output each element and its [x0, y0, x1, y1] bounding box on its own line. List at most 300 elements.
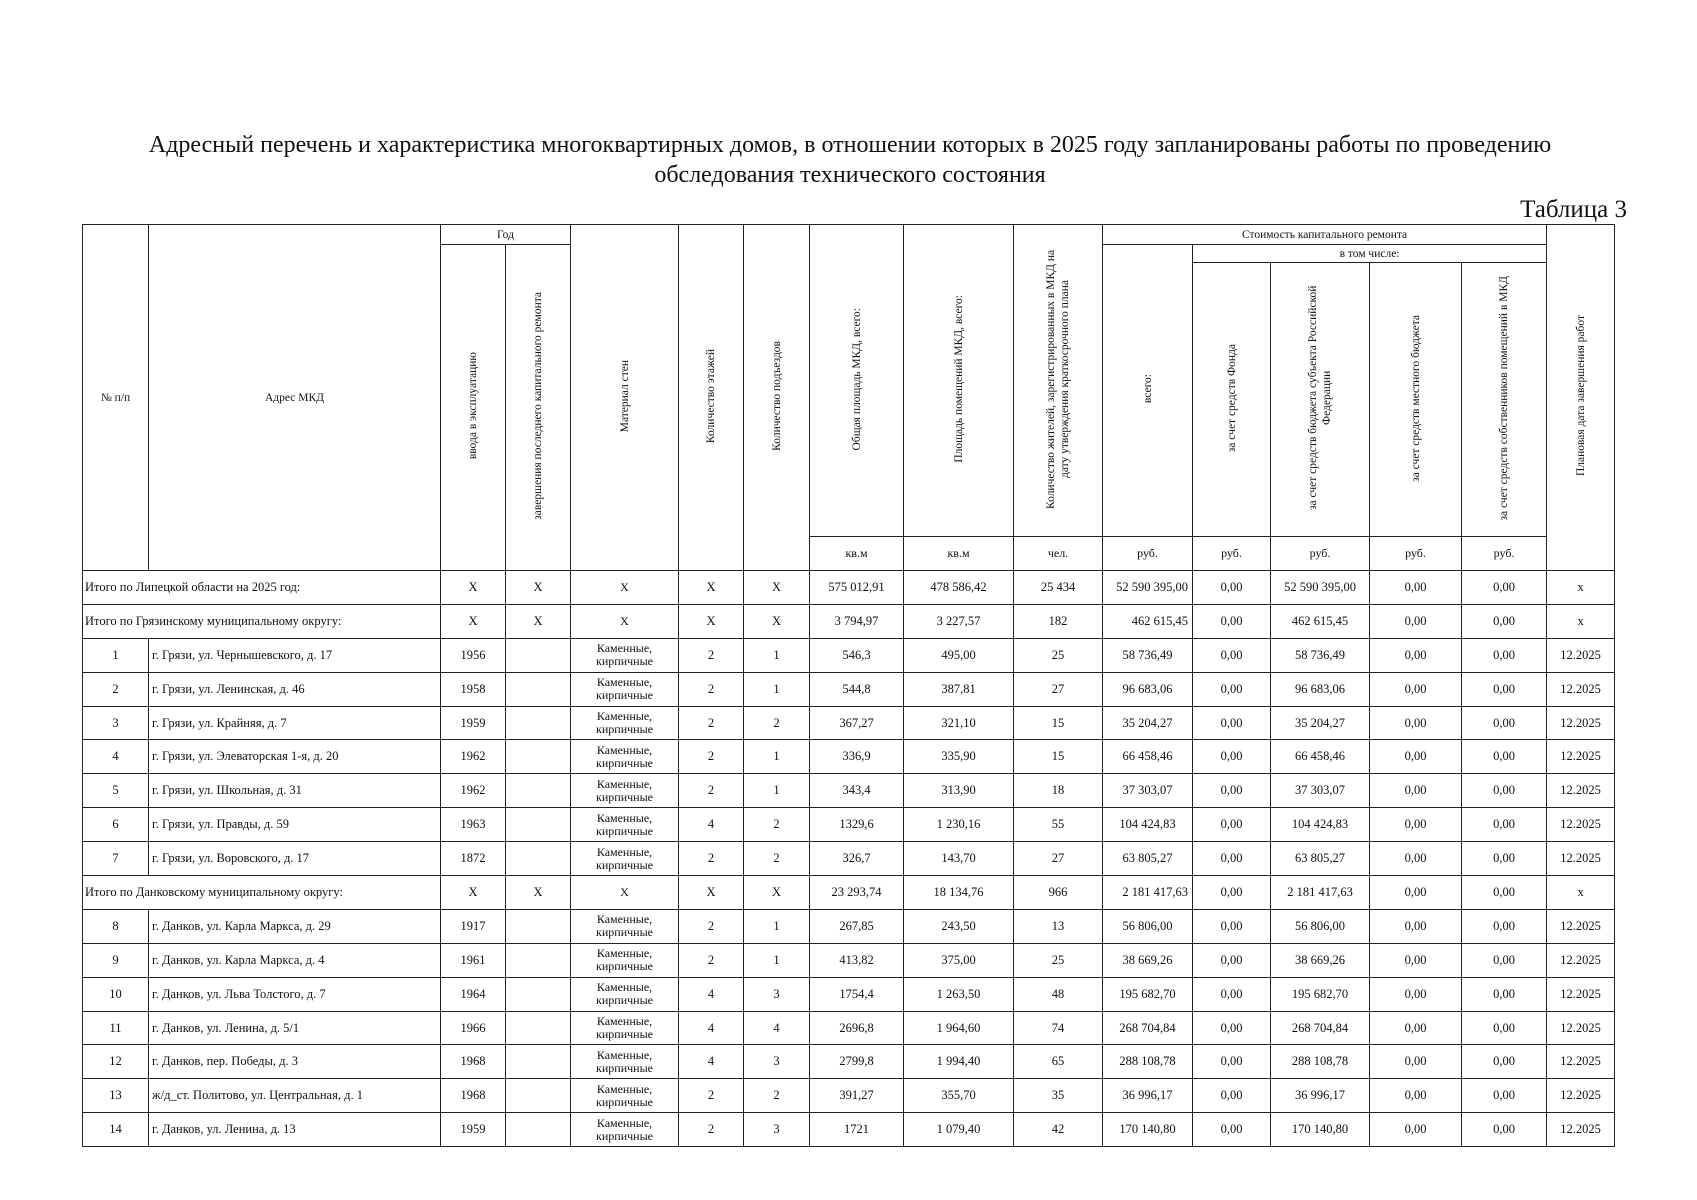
cell-regional: 2 181 417,63 — [1271, 876, 1370, 910]
cell-year-built: 1966 — [441, 1011, 506, 1045]
cell-address: г. Грязи, ул. Правды, д. 59 — [149, 808, 441, 842]
cell-total-area: 413,82 — [810, 943, 904, 977]
cell-fund: 0,00 — [1193, 706, 1271, 740]
cell-premises-area: 143,70 — [904, 842, 1014, 876]
cell-fund: 0,00 — [1193, 672, 1271, 706]
cell-premises-area: 375,00 — [904, 943, 1014, 977]
cell-address: г. Данков, ул. Ленина, д. 13 — [149, 1113, 441, 1147]
cell-owners: 0,00 — [1462, 977, 1547, 1011]
cell-local: 0,00 — [1370, 1045, 1462, 1079]
cell-owners: 0,00 — [1462, 638, 1547, 672]
cell-regional: 66 458,46 — [1271, 740, 1370, 774]
cell-walls: Каменные, кирпичные — [571, 943, 679, 977]
cell-address: г. Грязи, ул. Элеваторская 1-я, д. 20 — [149, 740, 441, 774]
cell-fund: 0,00 — [1193, 943, 1271, 977]
cell-label: Итого по Грязинскому муниципальному округу: — [83, 604, 441, 638]
cell-floors: 4 — [679, 977, 744, 1011]
table-label: Таблица 3 — [1520, 196, 1627, 223]
cell-owners: 0,00 — [1462, 842, 1547, 876]
cell-year-built: 1968 — [441, 1045, 506, 1079]
cell-walls: Каменные, кирпичные — [571, 808, 679, 842]
cell-year-repair — [506, 740, 571, 774]
cell-regional: 36 996,17 — [1271, 1079, 1370, 1113]
cell-year-repair — [506, 706, 571, 740]
cell-year-built: X — [441, 604, 506, 638]
cell-total-area: 23 293,74 — [810, 876, 904, 910]
cell-floors: X — [679, 571, 744, 605]
cell-entrances: 1 — [744, 638, 810, 672]
cell-date: 12.2025 — [1547, 943, 1615, 977]
unit-total-area: кв.м — [810, 537, 904, 571]
cell-num: 8 — [83, 909, 149, 943]
cell-local: 0,00 — [1370, 842, 1462, 876]
cell-local: 0,00 — [1370, 638, 1462, 672]
cell-year-built: 1917 — [441, 909, 506, 943]
cell-num: 11 — [83, 1011, 149, 1045]
cell-residents: 65 — [1014, 1045, 1103, 1079]
cell-walls: Каменные, кирпичные — [571, 842, 679, 876]
cell-fund: 0,00 — [1193, 842, 1271, 876]
cell-floors: 4 — [679, 808, 744, 842]
cell-entrances: X — [744, 604, 810, 638]
cell-date: 12.2025 — [1547, 977, 1615, 1011]
cell-year-repair — [506, 943, 571, 977]
cell-fund: 0,00 — [1193, 774, 1271, 808]
cell-num: 13 — [83, 1079, 149, 1113]
cell-fund: 0,00 — [1193, 1011, 1271, 1045]
cell-walls: Каменные, кирпичные — [571, 909, 679, 943]
cell-regional: 288 108,78 — [1271, 1045, 1370, 1079]
table-row — [83, 808, 1615, 842]
cell-fund: 0,00 — [1193, 571, 1271, 605]
cell-entrances: X — [744, 571, 810, 605]
table-row — [83, 672, 1615, 706]
cell-local: 0,00 — [1370, 706, 1462, 740]
cell-address: г. Грязи, ул. Чернышевского, д. 17 — [149, 638, 441, 672]
table-row — [83, 909, 1615, 943]
cell-premises-area: 1 964,60 — [904, 1011, 1014, 1045]
cell-entrances: 3 — [744, 977, 810, 1011]
cell-total-area: 391,27 — [810, 1079, 904, 1113]
table-row — [83, 1011, 1615, 1045]
cell-year-built: 1872 — [441, 842, 506, 876]
cell-total-area: 544,8 — [810, 672, 904, 706]
cell-walls: Каменные, кирпичные — [571, 1045, 679, 1079]
cell-entrances: 2 — [744, 1079, 810, 1113]
cell-walls: Каменные, кирпичные — [571, 1079, 679, 1113]
cell-floors: 2 — [679, 842, 744, 876]
cell-premises-area: 3 227,57 — [904, 604, 1014, 638]
cell-num: 9 — [83, 943, 149, 977]
cell-regional: 38 669,26 — [1271, 943, 1370, 977]
cell-residents: 15 — [1014, 740, 1103, 774]
table-row — [83, 706, 1615, 740]
cell-year-repair: X — [506, 571, 571, 605]
cell-year-built: 1961 — [441, 943, 506, 977]
cell-residents: 27 — [1014, 842, 1103, 876]
cell-owners: 0,00 — [1462, 1079, 1547, 1113]
cell-date: 12.2025 — [1547, 740, 1615, 774]
cell-entrances: 1 — [744, 774, 810, 808]
cell-local: 0,00 — [1370, 808, 1462, 842]
cell-entrances: 2 — [744, 706, 810, 740]
cell-cost-total: 37 303,07 — [1103, 774, 1193, 808]
cell-address: г. Грязи, ул. Крайняя, д. 7 — [149, 706, 441, 740]
cell-cost-total: 66 458,46 — [1103, 740, 1193, 774]
cell-residents: 25 — [1014, 943, 1103, 977]
cell-total-area: 267,85 — [810, 909, 904, 943]
cell-fund: 0,00 — [1193, 876, 1271, 910]
cell-address: г. Данков, пер. Победы, д. 3 — [149, 1045, 441, 1079]
cell-date: 12.2025 — [1547, 1079, 1615, 1113]
cell-residents: 182 — [1014, 604, 1103, 638]
cell-total-area: 2696,8 — [810, 1011, 904, 1045]
cell-owners: 0,00 — [1462, 604, 1547, 638]
cell-year-built: 1958 — [441, 672, 506, 706]
cell-floors: 2 — [679, 943, 744, 977]
cell-fund: 0,00 — [1193, 604, 1271, 638]
cell-date: 12.2025 — [1547, 672, 1615, 706]
cell-total-area: 575 012,91 — [810, 571, 904, 605]
cell-date: 12.2025 — [1547, 842, 1615, 876]
cell-label: Итого по Липецкой области на 2025 год: — [83, 571, 441, 605]
cell-residents: 48 — [1014, 977, 1103, 1011]
cell-premises-area: 1 079,40 — [904, 1113, 1014, 1147]
cell-num: 6 — [83, 808, 149, 842]
cell-regional: 52 590 395,00 — [1271, 571, 1370, 605]
header-premises-area: Площадь помещений МКД, всего: — [904, 225, 1014, 537]
cell-regional: 35 204,27 — [1271, 706, 1370, 740]
cell-local: 0,00 — [1370, 774, 1462, 808]
cell-floors: 4 — [679, 1045, 744, 1079]
cell-fund: 0,00 — [1193, 909, 1271, 943]
cell-premises-area: 1 230,16 — [904, 808, 1014, 842]
cell-fund: 0,00 — [1193, 1079, 1271, 1113]
cell-residents: 42 — [1014, 1113, 1103, 1147]
cell-year-repair — [506, 1011, 571, 1045]
total-row — [83, 604, 1615, 638]
cell-year-repair — [506, 1045, 571, 1079]
cell-year-repair — [506, 1079, 571, 1113]
unit-cost-total: руб. — [1103, 537, 1193, 571]
cell-address: г. Данков, ул. Ленина, д. 5/1 — [149, 1011, 441, 1045]
cell-num: 12 — [83, 1045, 149, 1079]
unit-fund: руб. — [1193, 537, 1271, 571]
cell-residents: 15 — [1014, 706, 1103, 740]
cell-total-area: 326,7 — [810, 842, 904, 876]
cell-total-area: 2799,8 — [810, 1045, 904, 1079]
cell-regional: 37 303,07 — [1271, 774, 1370, 808]
cell-owners: 0,00 — [1462, 672, 1547, 706]
cell-residents: 35 — [1014, 1079, 1103, 1113]
cell-residents: 13 — [1014, 909, 1103, 943]
cell-date: х — [1547, 876, 1615, 910]
cell-owners: 0,00 — [1462, 571, 1547, 605]
cell-residents: 55 — [1014, 808, 1103, 842]
cell-premises-area: 313,90 — [904, 774, 1014, 808]
cell-residents: 18 — [1014, 774, 1103, 808]
header-cost-total: всего: — [1103, 245, 1193, 537]
unit-local: руб. — [1370, 537, 1462, 571]
cell-year-repair — [506, 672, 571, 706]
cell-walls: X — [571, 604, 679, 638]
cell-local: 0,00 — [1370, 1079, 1462, 1113]
table-row — [83, 1113, 1615, 1147]
cell-local: 0,00 — [1370, 571, 1462, 605]
cell-year-built: 1962 — [441, 740, 506, 774]
cell-local: 0,00 — [1370, 604, 1462, 638]
cell-total-area: 343,4 — [810, 774, 904, 808]
cell-year-built: 1956 — [441, 638, 506, 672]
header-owners: за счет средств собственников помещений в МКД — [1462, 263, 1547, 537]
header-year-repair: завершения последнего капитального ремонта — [506, 245, 571, 571]
cell-address: ж/д_ст. Политово, ул. Центральная, д. 1 — [149, 1079, 441, 1113]
cell-cost-total: 38 669,26 — [1103, 943, 1193, 977]
cell-floors: 2 — [679, 1113, 744, 1147]
cell-year-repair — [506, 1113, 571, 1147]
cell-walls: X — [571, 571, 679, 605]
cell-num: 1 — [83, 638, 149, 672]
unit-owners: руб. — [1462, 537, 1547, 571]
cell-total-area: 1754,4 — [810, 977, 904, 1011]
cell-num: 10 — [83, 977, 149, 1011]
cell-entrances: 3 — [744, 1045, 810, 1079]
cell-entrances: 4 — [744, 1011, 810, 1045]
cell-date: 12.2025 — [1547, 1011, 1615, 1045]
cell-floors: 2 — [679, 706, 744, 740]
cell-premises-area: 243,50 — [904, 909, 1014, 943]
cell-cost-total: 56 806,00 — [1103, 909, 1193, 943]
cell-total-area: 546,3 — [810, 638, 904, 672]
cell-walls: Каменные, кирпичные — [571, 706, 679, 740]
cell-address: г. Грязи, ул. Воровского, д. 17 — [149, 842, 441, 876]
cell-total-area: 1329,6 — [810, 808, 904, 842]
cell-walls: Каменные, кирпичные — [571, 1113, 679, 1147]
cell-year-built: 1963 — [441, 808, 506, 842]
cell-walls: Каменные, кирпичные — [571, 740, 679, 774]
cell-fund: 0,00 — [1193, 638, 1271, 672]
cell-residents: 27 — [1014, 672, 1103, 706]
cell-owners: 0,00 — [1462, 1011, 1547, 1045]
cell-local: 0,00 — [1370, 740, 1462, 774]
cell-residents: 25 434 — [1014, 571, 1103, 605]
unit-residents: чел. — [1014, 537, 1103, 571]
header-walls: Материал стен — [571, 225, 679, 571]
cell-num: 4 — [83, 740, 149, 774]
unit-premises-area: кв.м — [904, 537, 1014, 571]
table-row — [83, 1045, 1615, 1079]
cell-date: х — [1547, 571, 1615, 605]
cell-date: 12.2025 — [1547, 638, 1615, 672]
cell-floors: X — [679, 604, 744, 638]
cell-address: г. Данков, ул. Карла Маркса, д. 4 — [149, 943, 441, 977]
cell-entrances: 1 — [744, 909, 810, 943]
cell-floors: 4 — [679, 1011, 744, 1045]
header-regional: за счет средств бюджета субъекта Российской Федерации — [1271, 263, 1370, 537]
cell-total-area: 367,27 — [810, 706, 904, 740]
table-row — [83, 740, 1615, 774]
table-row — [83, 638, 1615, 672]
cell-cost-total: 288 108,78 — [1103, 1045, 1193, 1079]
cell-owners: 0,00 — [1462, 1045, 1547, 1079]
table-row — [83, 1079, 1615, 1113]
document-title: Адресный перечень и характеристика многоквартирных домов, в отношении которых в 2025 году запланированы работы по проведению обследования технического состояния — [148, 132, 1552, 188]
cell-walls: X — [571, 876, 679, 910]
cell-year-repair — [506, 842, 571, 876]
cell-num: 7 — [83, 842, 149, 876]
cell-date: х — [1547, 604, 1615, 638]
cell-year-built: 1962 — [441, 774, 506, 808]
cell-floors: 2 — [679, 638, 744, 672]
houses-table — [82, 224, 1615, 1147]
cell-local: 0,00 — [1370, 1011, 1462, 1045]
cell-num: 5 — [83, 774, 149, 808]
cell-fund: 0,00 — [1193, 808, 1271, 842]
cell-floors: 2 — [679, 1079, 744, 1113]
cell-cost-total: 170 140,80 — [1103, 1113, 1193, 1147]
cell-premises-area: 1 994,40 — [904, 1045, 1014, 1079]
cell-regional: 268 704,84 — [1271, 1011, 1370, 1045]
cell-entrances: 2 — [744, 842, 810, 876]
header-planned-date: Плановая дата завершения работ — [1547, 225, 1615, 571]
cell-owners: 0,00 — [1462, 943, 1547, 977]
cell-year-repair: X — [506, 876, 571, 910]
cell-year-built: 1964 — [441, 977, 506, 1011]
header-year-group: Год — [441, 225, 571, 245]
table-row — [83, 977, 1615, 1011]
cell-local: 0,00 — [1370, 672, 1462, 706]
cell-cost-total: 35 204,27 — [1103, 706, 1193, 740]
cell-owners: 0,00 — [1462, 1113, 1547, 1147]
cell-address: г. Грязи, ул. Школьная, д. 31 — [149, 774, 441, 808]
cell-year-built: X — [441, 876, 506, 910]
cell-total-area: 3 794,97 — [810, 604, 904, 638]
cell-floors: 2 — [679, 672, 744, 706]
table-row — [83, 842, 1615, 876]
cell-num: 3 — [83, 706, 149, 740]
cell-owners: 0,00 — [1462, 909, 1547, 943]
cell-label: Итого по Данковскому муниципальному округу: — [83, 876, 441, 910]
header-floors: Количество этажей — [679, 225, 744, 571]
cell-year-built: 1968 — [441, 1079, 506, 1113]
cell-regional: 96 683,06 — [1271, 672, 1370, 706]
cell-year-built: X — [441, 571, 506, 605]
cell-owners: 0,00 — [1462, 774, 1547, 808]
total-row — [83, 571, 1615, 605]
header-total-area: Общая площадь МКД, всего: — [810, 225, 904, 537]
cell-premises-area: 321,10 — [904, 706, 1014, 740]
header-incl: в том числе: — [1193, 245, 1547, 263]
header-num: № п/п — [83, 225, 149, 571]
cell-regional: 58 736,49 — [1271, 638, 1370, 672]
cell-year-built: 1959 — [441, 1113, 506, 1147]
cell-walls: Каменные, кирпичные — [571, 1011, 679, 1045]
cell-year-repair — [506, 977, 571, 1011]
cell-year-repair — [506, 774, 571, 808]
cell-year-repair — [506, 638, 571, 672]
cell-entrances: 2 — [744, 808, 810, 842]
cell-residents: 25 — [1014, 638, 1103, 672]
cell-date: 12.2025 — [1547, 706, 1615, 740]
cell-date: 12.2025 — [1547, 1045, 1615, 1079]
cell-entrances: X — [744, 876, 810, 910]
cell-cost-total: 462 615,45 — [1103, 604, 1193, 638]
cell-year-repair: X — [506, 604, 571, 638]
cell-owners: 0,00 — [1462, 808, 1547, 842]
cell-date: 12.2025 — [1547, 774, 1615, 808]
cell-cost-total: 52 590 395,00 — [1103, 571, 1193, 605]
cell-floors: X — [679, 876, 744, 910]
cell-entrances: 1 — [744, 740, 810, 774]
cell-cost-total: 104 424,83 — [1103, 808, 1193, 842]
cell-cost-total: 195 682,70 — [1103, 977, 1193, 1011]
cell-walls: Каменные, кирпичные — [571, 774, 679, 808]
cell-date: 12.2025 — [1547, 808, 1615, 842]
cell-premises-area: 355,70 — [904, 1079, 1014, 1113]
cell-num: 2 — [83, 672, 149, 706]
header-entrances: Количество подъездов — [744, 225, 810, 571]
header-local: за счет средств местного бюджета — [1370, 263, 1462, 537]
cell-regional: 63 805,27 — [1271, 842, 1370, 876]
cell-cost-total: 268 704,84 — [1103, 1011, 1193, 1045]
cell-cost-total: 96 683,06 — [1103, 672, 1193, 706]
cell-entrances: 3 — [744, 1113, 810, 1147]
cell-local: 0,00 — [1370, 909, 1462, 943]
cell-regional: 195 682,70 — [1271, 977, 1370, 1011]
cell-regional: 170 140,80 — [1271, 1113, 1370, 1147]
cell-premises-area: 387,81 — [904, 672, 1014, 706]
cell-year-repair — [506, 808, 571, 842]
cell-address: г. Данков, ул. Льва Толстого, д. 7 — [149, 977, 441, 1011]
cell-fund: 0,00 — [1193, 1045, 1271, 1079]
cell-premises-area: 335,90 — [904, 740, 1014, 774]
cell-floors: 2 — [679, 909, 744, 943]
cell-owners: 0,00 — [1462, 876, 1547, 910]
cell-address: г. Данков, ул. Карла Маркса, д. 29 — [149, 909, 441, 943]
cell-walls: Каменные, кирпичные — [571, 672, 679, 706]
cell-residents: 74 — [1014, 1011, 1103, 1045]
cell-total-area: 1721 — [810, 1113, 904, 1147]
cell-address: г. Грязи, ул. Ленинская, д. 46 — [149, 672, 441, 706]
cell-entrances: 1 — [744, 672, 810, 706]
header-residents: Количество жителей, зарегистрированных в МКД на дату утверждения краткосрочного плана — [1014, 225, 1103, 537]
unit-regional: руб. — [1271, 537, 1370, 571]
table-row — [83, 774, 1615, 808]
header-address: Адрес МКД — [149, 225, 441, 571]
cell-premises-area: 1 263,50 — [904, 977, 1014, 1011]
cell-residents: 966 — [1014, 876, 1103, 910]
cell-owners: 0,00 — [1462, 706, 1547, 740]
cell-cost-total: 63 805,27 — [1103, 842, 1193, 876]
cell-fund: 0,00 — [1193, 740, 1271, 774]
cell-regional: 56 806,00 — [1271, 909, 1370, 943]
cell-cost-total: 36 996,17 — [1103, 1079, 1193, 1113]
cell-total-area: 336,9 — [810, 740, 904, 774]
table-row — [83, 943, 1615, 977]
cell-date: 12.2025 — [1547, 909, 1615, 943]
cell-date: 12.2025 — [1547, 1113, 1615, 1147]
cell-floors: 2 — [679, 740, 744, 774]
cell-premises-area: 478 586,42 — [904, 571, 1014, 605]
cell-cost-total: 2 181 417,63 — [1103, 876, 1193, 910]
cell-premises-area: 495,00 — [904, 638, 1014, 672]
header-fund: за счет средств Фонда — [1193, 263, 1271, 537]
cell-walls: Каменные, кирпичные — [571, 977, 679, 1011]
cell-year-repair — [506, 909, 571, 943]
cell-regional: 104 424,83 — [1271, 808, 1370, 842]
cell-floors: 2 — [679, 774, 744, 808]
cell-premises-area: 18 134,76 — [904, 876, 1014, 910]
